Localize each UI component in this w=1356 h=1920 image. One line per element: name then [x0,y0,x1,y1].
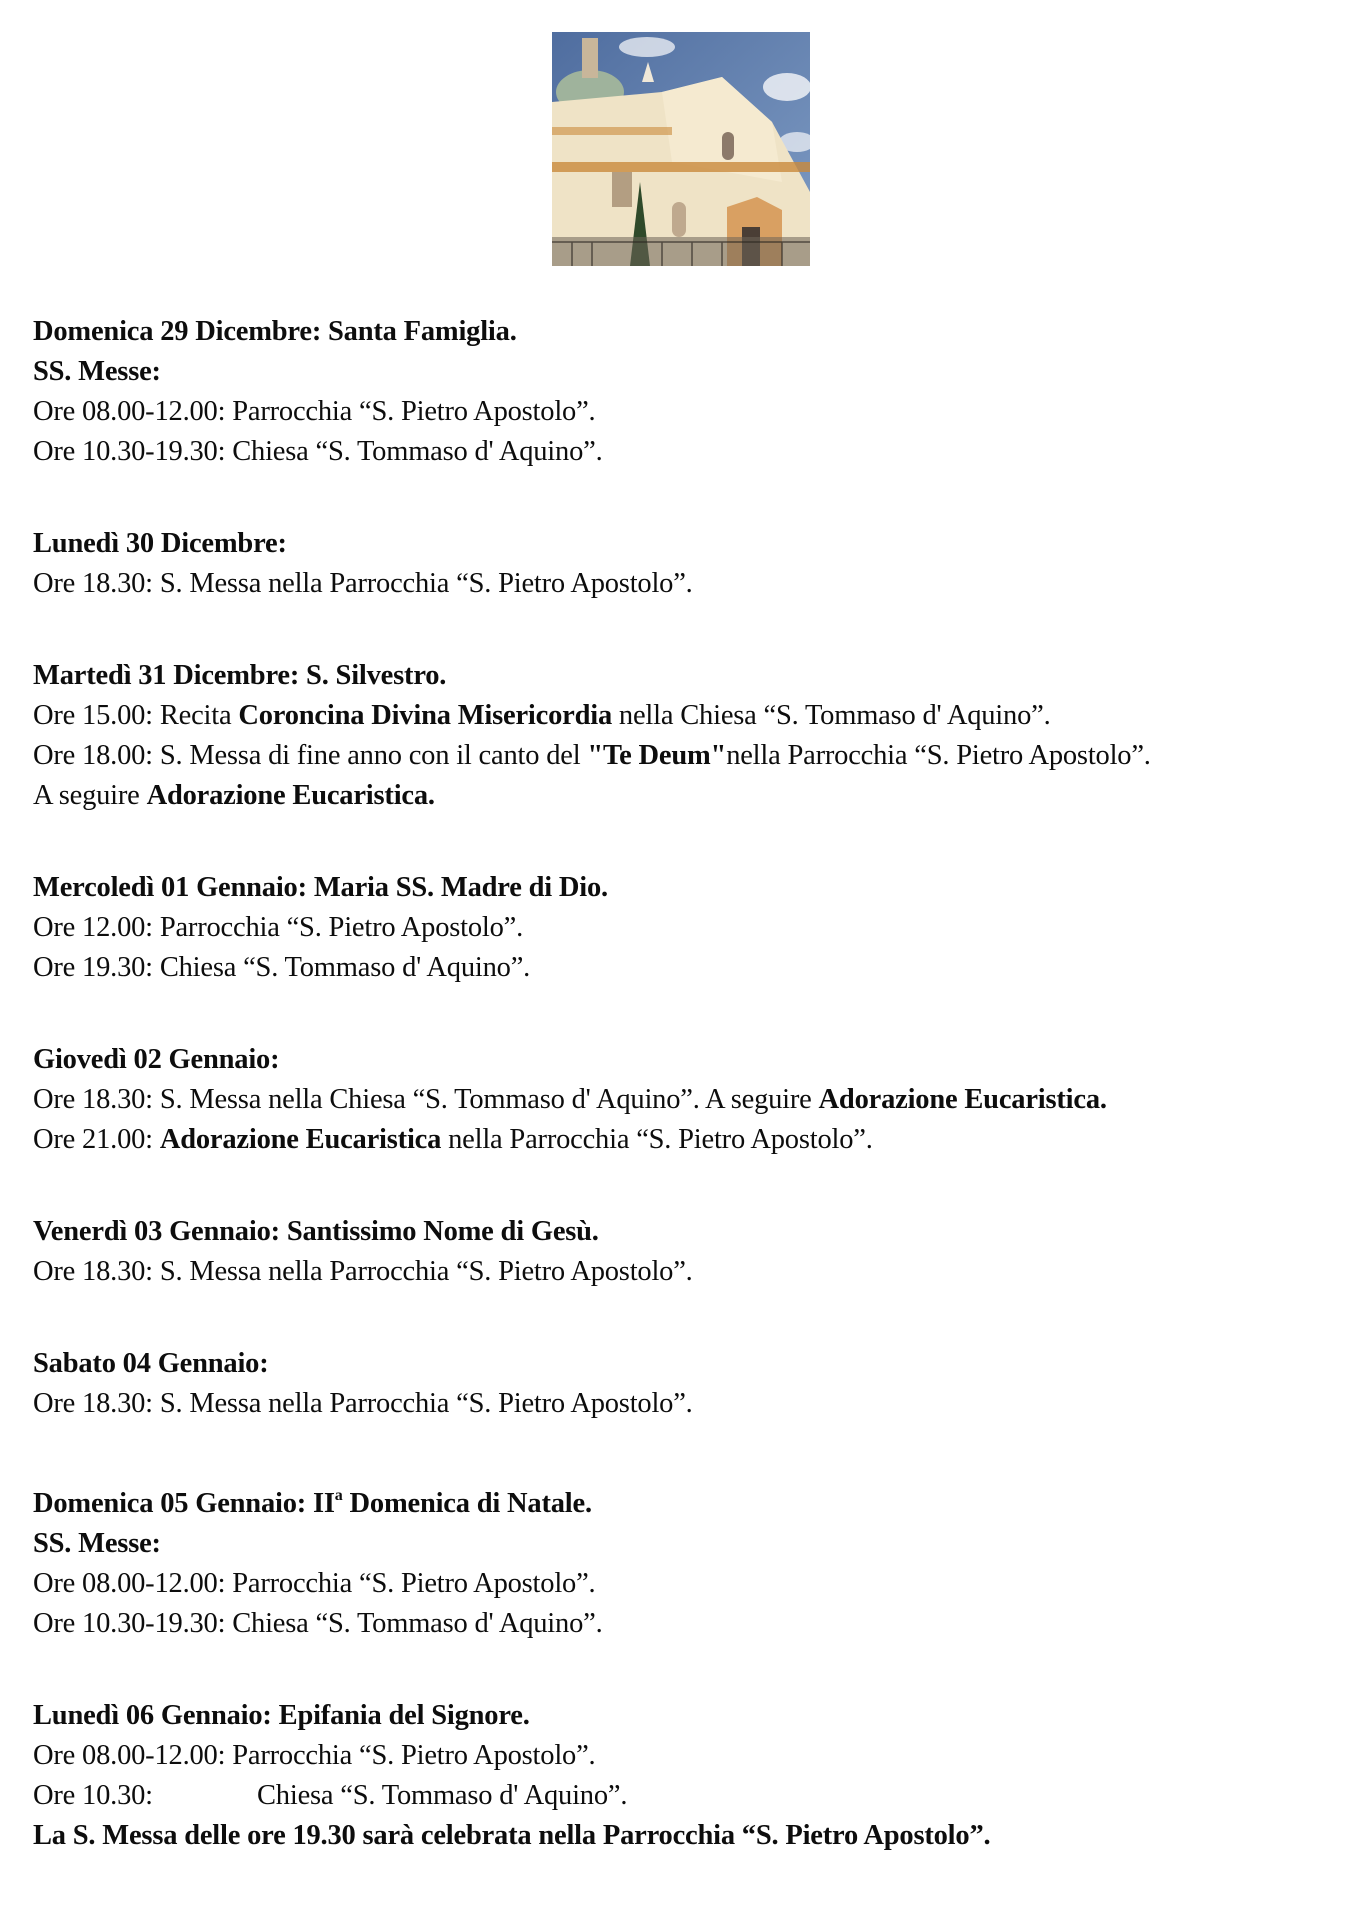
day-title: Sabato 04 Gennaio: [33,1348,269,1379]
line-emphasis: Adorazione Eucaristica [159,1124,442,1155]
line-emphasis: "Te Deum" [587,740,727,771]
line-text: nella Parrocchia “S. Pietro Apostolo”. [726,740,1151,771]
schedule-line: Ore 08.00-12.00: Parrocchia “S. Pietro Apostolo”. [33,1740,596,1771]
schedule-line: Ore 18.30: S. Messa nella Parrocchia “S. Pietro Apostolo”. [33,1256,693,1287]
church-facade-image [552,32,810,266]
day-section [33,1344,1343,1424]
day-section [33,524,1343,604]
line-text: nella Parrocchia “S. Pietro Apostolo”. [441,1124,873,1155]
schedule-line [33,776,1343,816]
schedule [33,312,1343,1913]
schedule-line: Ore 19.30: Chiesa “S. Tommaso d' Aquino”. [33,952,531,983]
schedule-line [33,1776,1343,1816]
line-text: Ore 21.00: [33,1124,160,1155]
line-text: A seguire [33,780,147,811]
day-section [33,1040,1343,1160]
line-text: nella Chiesa “S. Tommaso d' Aquino”. [612,700,1051,731]
day-title: Venerdì 03 Gennaio: Santissimo Nome di Gesù. [33,1216,599,1247]
day-section [33,1696,1343,1856]
schedule-line [33,1080,1343,1120]
mass-subtitle: SS. Messe: [33,1528,161,1559]
line-emphasis: Adorazione Eucaristica. [818,1084,1107,1115]
schedule-line: Ore 12.00: Parrocchia “S. Pietro Apostolo”. [33,912,524,943]
day-title: Lunedì 06 Gennaio: Epifania del Signore. [33,1700,530,1731]
place-text: Chiesa “S. Tommaso d' Aquino”. [257,1780,628,1811]
title-text: Domenica 05 Gennaio: II [33,1488,335,1519]
ordinal-superscript: a [334,1487,343,1504]
line-text: Ore 18.00: S. Messa di fine anno con il canto del [33,740,588,771]
day-section [33,868,1343,988]
day-section [33,1476,1343,1644]
schedule-line: Ore 08.00-12.00: Parrocchia “S. Pietro Apostolo”. [33,1568,596,1599]
day-section [33,1212,1343,1292]
day-title: Lunedì 30 Dicembre: [33,528,287,559]
schedule-line [33,696,1343,736]
schedule-line: Ore 18.30: S. Messa nella Parrocchia “S. Pietro Apostolo”. [33,568,693,599]
day-section [33,312,1343,472]
title-text: Domenica di Natale. [342,1488,592,1519]
time-text: Ore 10.30: [33,1780,153,1811]
day-title [33,1476,1343,1524]
schedule-line: Ore 10.30-19.30: Chiesa “S. Tommaso d' Aquino”. [33,436,603,467]
line-text: Ore 18.30: S. Messa nella Chiesa “S. Tommaso d' Aquino”. A seguire [33,1084,819,1115]
schedule-line [33,1120,1343,1160]
day-title: Mercoledì 01 Gennaio: Maria SS. Madre di Dio. [33,872,608,903]
line-emphasis: Adorazione Eucaristica. [146,780,435,811]
day-title: Martedì 31 Dicembre: S. Silvestro. [33,660,447,691]
day-title: Giovedì 02 Gennaio: [33,1044,280,1075]
line-text: Ore 15.00: Recita [33,700,239,731]
day-title: Domenica 29 Dicembre: Santa Famiglia. [33,316,517,347]
schedule-line: Ore 08.00-12.00: Parrocchia “S. Pietro Apostolo”. [33,396,596,427]
day-section [33,656,1343,816]
note-line: La S. Messa delle ore 19.30 sarà celebrata nella Parrocchia “S. Pietro Apostolo”. [33,1820,991,1851]
schedule-line: Ore 10.30-19.30: Chiesa “S. Tommaso d' Aquino”. [33,1608,603,1639]
mass-subtitle: SS. Messe: [33,356,161,387]
schedule-line [33,736,1343,776]
church-photo [552,32,810,266]
line-emphasis: Coroncina Divina Misericordia [238,700,612,731]
schedule-line: Ore 18.30: S. Messa nella Parrocchia “S. Pietro Apostolo”. [33,1388,693,1419]
